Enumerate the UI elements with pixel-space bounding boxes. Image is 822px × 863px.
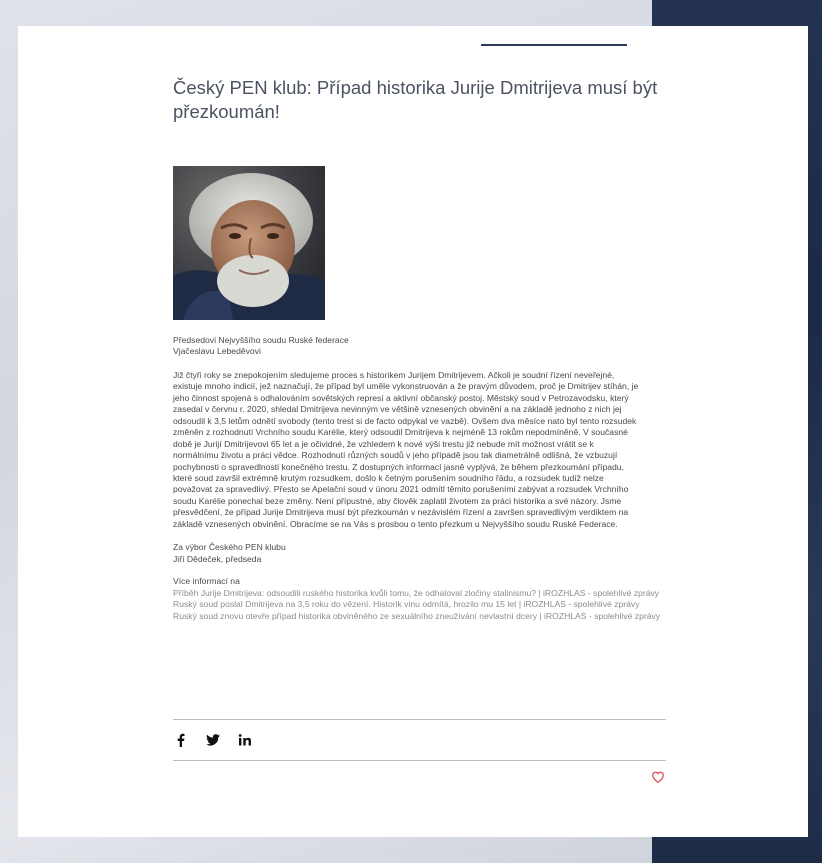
body-line: základě vznesených obvinění. Obracíme se na Vás s prosbou o tento přezkum u Nejvyššího soudu Ruské Federace. — [173, 518, 618, 529]
body-line: přesvědčení, že případ Jurije Dmitrijeva musí být přezkoumán v nezávislém řízení a završen spravedlivým verdiktem na — [173, 507, 629, 518]
body-line: normálnímu životu a práci vědce. Rozhodnutí různých soudů v jeho případě jsou tak diametrálně odlišná, že vzbuzují — [173, 450, 618, 461]
article-card — [18, 26, 808, 837]
body-line: zasedal v červnu r. 2020, shledal Dmitrijeva nevinným ve většině vznesených obvinění a na základě jednoho z nich jej — [173, 404, 622, 415]
body-line: době je Jurijí Dmitrijevovi 65 let a je očividné, že vzhledem k nové výši trestu již nebude mít možnost vrátit se k — [173, 438, 594, 449]
facebook-icon[interactable] — [173, 732, 189, 748]
body-line: jeho činnost spojená s odhalováním sovětských represí a aktivní občanský postoj. Městský soud v Petrozavodsku, který — [173, 392, 629, 403]
article-link[interactable]: Ruský soud znovu otevře případ historika obviněného ze sexuálního zneužívání nevlastní dcery | iROZHLAS - spolehlivé zprávy — [173, 610, 661, 621]
more-info-label: Více informací na — [173, 576, 240, 587]
signature-name: Jiří Dědeček, předseda — [173, 553, 262, 564]
body-line: Již čtyři roky se znepokojením sledujeme proces s historikem Jurijem Dmitrijevem. Ačkoli je soudní řízení neveřejné, — [173, 369, 615, 380]
recipient-line: Předsedovi Nejvyššího soudu Ruské federace — [173, 335, 349, 345]
article-title: Český PEN klub: Případ historika Jurije Dmitrijeva musí být přezkoumán! — [173, 77, 658, 122]
linkedin-icon[interactable] — [237, 732, 253, 748]
body-line: existuje mnoho indicií, jež naznačují, že případ byl uměle vykonstruován a že pravým důvodem, proč je Dmitrijev stíhán, je — [173, 381, 639, 392]
article-link[interactable]: Ruský soud poslal Dmitrijeva na 3,5 roku do vězení. Historik vinu odmítá, hrozilo mu 15 let | iROZHLAS - spolehlivé zprávy — [173, 599, 640, 610]
divider-top — [173, 719, 666, 720]
twitter-icon[interactable] — [205, 732, 221, 748]
divider-bottom — [173, 760, 666, 761]
body-line: považovat za spravedlivý. Přesto se Apelační soud v únoru 2021 odmítl těmito porušeními zabývat a rozsudek Vrchního — [173, 484, 629, 495]
body-line: pochybnosti o spravedlnosti konečného trestu. Z dostupných informací jasně vyplývá, že během přezkoumání případu, — [173, 461, 624, 472]
body-line: soudu Karélie ponechal beze změny. Není přípustné, aby člověk zaplatil životem za práci historika a své názory. Jsme — [173, 495, 622, 506]
share-bar — [173, 730, 269, 750]
article-body — [173, 335, 668, 622]
body-line: které soud završil extrémně krutým rozsudkem, došlo k četným porušením soudního řádu, a rozsudek tudíž nelze — [173, 472, 604, 483]
article-link[interactable]: Příběh Jurije Dmitrijeva: odsoudili ruského historika kvůli tomu, že odhaloval zločiny stalinismu? | iROZHLAS - spolehlivé zprávy — [173, 587, 660, 598]
body-line: odsoudil k 3,5 letům odnětí svobody (tento trest si de facto odpykal ve vazbě). Ovšem dva měsíce nato byl tento rozsudek — [173, 415, 637, 426]
header-rule — [481, 44, 627, 46]
heart-icon[interactable] — [651, 770, 665, 784]
body-line: změněn z rozhodnutí Vrchního soudu Karélie, který odsoudil Dmitrijeva k nejméně 13 rokům nepodmíněně. V současné — [173, 427, 628, 438]
portrait-photo-icon — [173, 166, 325, 320]
recipient-name: Vjačeslavu Lebeděvovi — [173, 346, 261, 357]
signature-line: Za výbor Českého PEN klubu — [173, 542, 286, 553]
portrait-photo — [173, 166, 325, 320]
